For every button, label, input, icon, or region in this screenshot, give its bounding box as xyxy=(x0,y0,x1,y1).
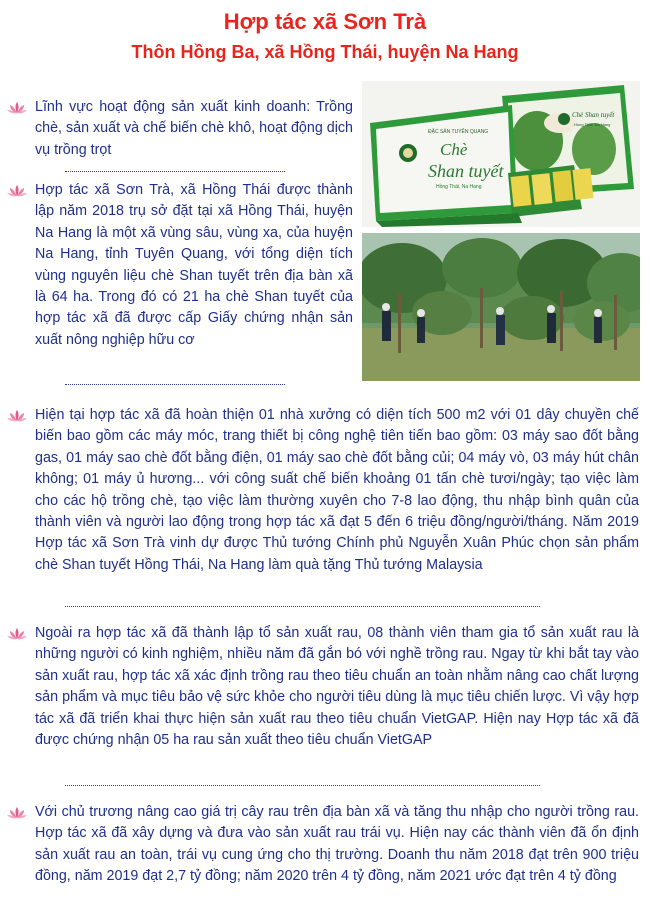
lotus-icon xyxy=(7,627,27,641)
box-small-text: ĐẶC SẢN TUYÊN QUANG xyxy=(428,129,489,135)
dotted-divider xyxy=(65,606,540,607)
box-brand-line2: Shan tuyết xyxy=(428,161,504,181)
page-subtitle: Thôn Hồng Ba, xã Hồng Thái, huyện Na Hang xyxy=(131,42,519,62)
lotus-icon xyxy=(7,101,27,115)
box-brand-sub: Hồng Thái, Na Hang xyxy=(436,184,482,190)
paragraph-business-scope: Lĩnh vực hoạt động sản xuất kinh doanh: Trồng chè, sản xuất và chế biến chè khô, hoạt động dịch vụ trồng trọt xyxy=(35,99,353,158)
box-brand-line1: Chè xyxy=(440,140,468,159)
dotted-divider xyxy=(65,384,285,385)
paragraph-facilities: Hiện tại hợp tác xã đã hoàn thiện 01 nhà xưởng có diện tích 500 m2 với 01 dây chuyền chế biến bao gồm các máy móc, trang thiết bị công nghệ tiên tiến bao gồm: 03 máy sao đốt bằng gas, 01 máy sao chè đốt bằng điện, 01 máy sao chè đốt bằng củi; 04 máy vò, 03 máy hút chân không; 01 máy ủ hương... với công suất chế biến khoảng 01 tấn chè tươi/ngày; tạo việc làm cho các hộ trồng chè, tạo việc làm thường xuyên cho 7-8 lao động, thu nhập bình quân của thành viên và người lao động trong hợp tác xã đạt 5 đến 6 triệu đồng/người/tháng. Năm 2019 Hợp tác xã Sơn Trà vinh dự được Thủ tướng Chính phủ Nguyễn Xuân Phúc chọn sản phẩm chè Shan tuyết Hồng Thái, Na Hang làm quà tặng Thủ tướng Malaysia xyxy=(35,407,639,573)
dotted-divider xyxy=(65,171,285,172)
paragraph-revenue: Với chủ trương nâng cao giá trị cây rau trên địa bàn xã và tăng thu nhập cho người trồng rau. Hợp tác xã đã xây dựng và đưa vào sản xuất rau trái vụ. Hiện nay các thành viên đã ổn định sản xuất rau an toàn, trái vụ cung ứng cho thị trường. Doanh thu năm 2018 đạt trên 900 triệu đồng, năm 2019 đạt 2,7 tỷ đồng; năm 2020 trên 4 tỷ đồng, năm 2021 ước đạt trên 4 tỷ đồng xyxy=(35,804,639,885)
lotus-icon xyxy=(7,806,27,820)
lid-brand: Chè Shan tuyết xyxy=(572,111,615,119)
lotus-icon xyxy=(7,409,27,423)
product-box-photo xyxy=(362,81,640,227)
tea-garden-photo xyxy=(362,233,640,381)
paragraph-vegetables: Ngoài ra hợp tác xã đã thành lập tổ sản xuất rau, 08 thành viên tham gia tổ sản xuất rau là những người có kinh nghiệm, nhiều năm đã gắn bó với nghề trồng rau. Ngay từ khi bắt tay vào sản xuất rau, hợp tác xã xác định trồng rau theo tiêu chuẩn an toàn nhằm nâng cao chất lượng sản phẩm và mục tiêu bảo vệ sức khỏe cho người tiêu dùng là mục tiêu chiến lược. Vì vậy hợp tác xã đã triển khai thực hiện sản xuất rau theo tiêu chuẩn VietGAP. Hiện nay Hợp tác xã đã được chứng nhận 05 ha rau sản xuất theo tiêu chuẩn VietGAP xyxy=(35,625,639,749)
page-title: Hợp tác xã Sơn Trà xyxy=(223,9,427,34)
paragraph-founding: Hợp tác xã Sơn Trà, xã Hồng Thái được thành lập năm 2018 trụ sở đặt tại xã Hồng Thái, huyện Na Hang là một xã vùng sâu, vùng xa, của huyện Na Hang, tỉnh Tuyên Quang, với tổng diện tích vùng nguyên liệu chè Shan tuyết trên địa bàn xã là 64 ha. Trong đó có 21 ha chè Shan tuyết của hợp tác xã đã được cấp Giấy chứng nhận sản xuất nông nghiệp hữu cơ xyxy=(35,182,353,348)
lotus-icon xyxy=(7,184,27,198)
dotted-divider xyxy=(65,785,540,786)
lid-sub: Hồng Thái, Na Hang xyxy=(574,122,611,127)
